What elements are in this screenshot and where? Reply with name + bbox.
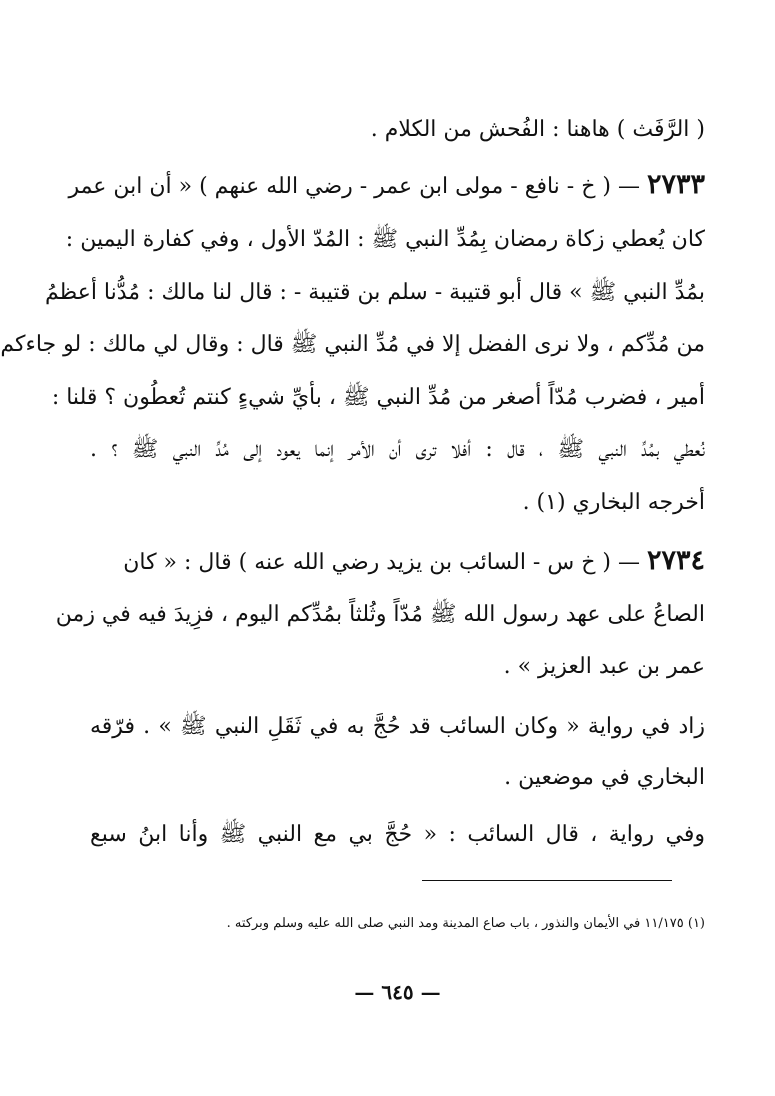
hadith-2733-heading: ٢٧٣٣ — ( خ - نافع - مولى ابن عمر - رضي الله عنهم ) « أن ابن عمر	[68, 169, 705, 200]
text-line-7: نُعطي بمُدِّ النبي ﷺ ، قال : أفلا ترى أن الأمر إنما يعود إلى مُدِّ النبي ﷺ ؟ .	[90, 437, 705, 462]
text-line-6: أمير ، فضرب مُدّاً أصغر من مُدِّ النبي ﷺ ، بأيِّ شيءٍ كنتم تُعطُون ؟ قلنا :	[51, 385, 705, 410]
footnote: (١) ١١/١٧٥ في الأيمان والنذور ، باب صاع المدينة ومد النبي صلى الله عليه وسلم وبركته .	[226, 916, 705, 931]
text-line-12: زاد في رواية « وكان السائب قد حُجَّ به في ثَقَلِ النبي ﷺ » . فرّقه	[90, 714, 705, 739]
text-line-14: وفي رواية ، قال السائب : « حُجَّ بي مع النبي ﷺ وأنا ابنُ سبع	[90, 822, 705, 847]
text-line-10: الصاعُ على عهد رسول الله ﷺ مُدّاً وثُلثاً بمُدِّكم اليوم ، فزِيدَ فيه في زمن	[55, 602, 705, 627]
page-number: — ٦٤٥ —	[354, 980, 441, 1004]
text-line-13: البخاري في موضعين .	[504, 765, 705, 790]
text-line-2: ( خ - نافع - مولى ابن عمر - رضي الله عنهم ) « أن ابن عمر	[68, 174, 611, 199]
hadith-2734-heading: ٢٧٣٤ — ( خ س - السائب بن يزيد رضي الله عنه ) قال : « كان	[123, 545, 705, 576]
text-line-8: أخرجه البخاري (١) .	[522, 490, 705, 515]
text-line-3: كان يُعطي زكاة رمضان بِمُدِّ النبي ﷺ : المُدّ الأول ، وفي كفارة اليمين :	[65, 227, 705, 252]
hadith-number-2734: ٢٧٣٤	[646, 545, 705, 576]
text-line-1: ( الرَّفَث ) هاهنا : الفُحش من الكلام .	[370, 117, 705, 142]
hadith-number-2733: ٢٧٣٣	[646, 169, 705, 200]
text-line-11: عمر بن عبد العزيز » .	[503, 654, 705, 679]
text-line-4: بمُدِّ النبي ﷺ » قال أبو قتيبة - سلم بن قتيبة - : قال لنا مالك : مُدُّنا أعظمُ	[45, 280, 705, 305]
text-line-9: ( خ س - السائب بن يزيد رضي الله عنه ) قال : « كان	[123, 550, 611, 575]
footnote-divider	[422, 880, 672, 881]
text-line-5: من مُدِّكم ، ولا نرى الفضل إلا في مُدِّ النبي ﷺ قال : وقال لي مالك : لو جاءكم	[0, 332, 705, 357]
